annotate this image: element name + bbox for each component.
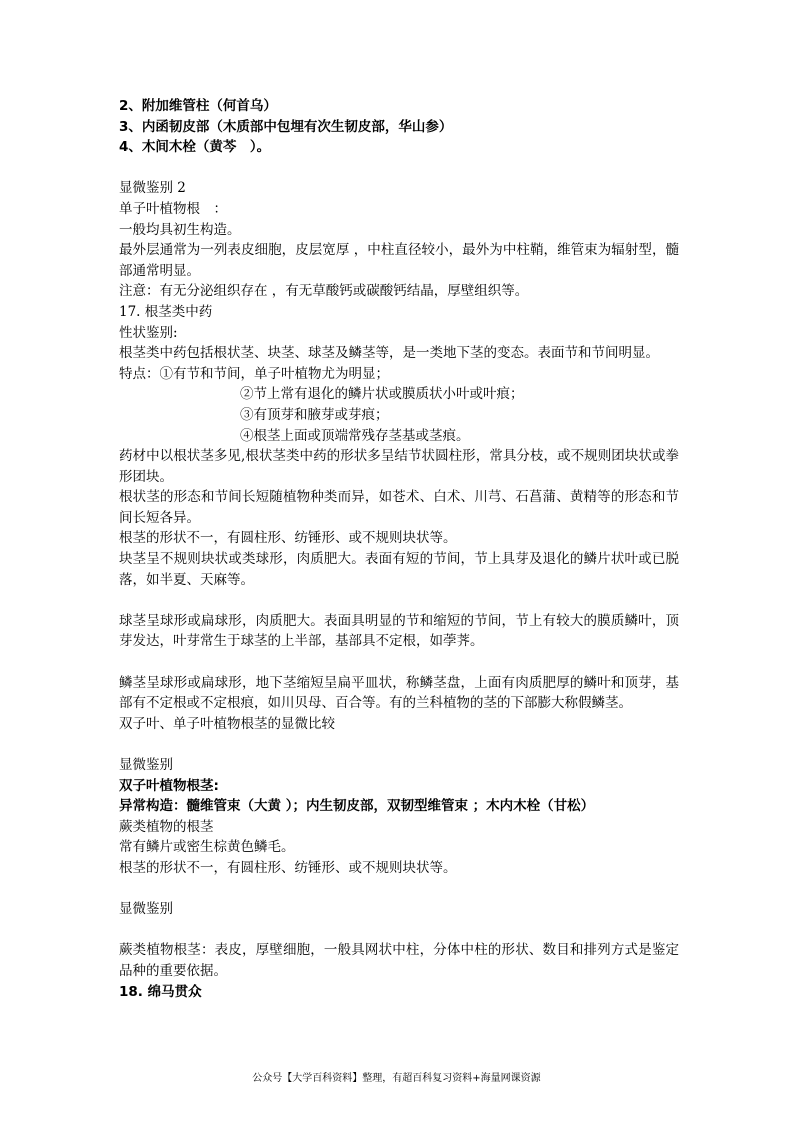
heading-line-2: 3、内函韧皮部（木质部中包埋有次生韧皮部，华山参）	[119, 118, 453, 135]
heading-line-3: 4、木间木栓（黄芩 ）。	[119, 139, 271, 156]
text-line: 根茎的形状不一，有圆柱形、纺锤形、或不规则块状等。	[119, 859, 457, 876]
spacer	[119, 879, 679, 900]
spacer	[119, 158, 679, 179]
heading-line-1: 2、附加维管柱（何首乌）	[119, 98, 277, 114]
text-line: 性状鉴别:	[119, 324, 178, 341]
text-line: 显微鉴别 2	[119, 180, 186, 197]
text-line: 常有鳞片或密生棕黄色鳞毛。	[119, 839, 295, 856]
section-heading: 18. 绵马贯众	[119, 983, 202, 1000]
page-footer: 公众号【大学百科资料】整理，有超百科复习资料+海量网课资源	[252, 1073, 541, 1084]
paragraph: 块茎呈不规则块状或类球形，肉质肥大。表面有短的节间，节上具芽及退化的鳞片状叶或已脱落，如半夏、天麻等。	[119, 551, 679, 588]
feature-list-item: ②节上常有退化的鳞片状或膜质状小叶或叶痕；	[240, 386, 524, 403]
spacer	[119, 920, 679, 941]
text-line: 一般均具初生构造。	[119, 221, 241, 238]
text-line: 注意：有无分泌组织存在 ，有无草酸钙或碳酸钙结晶，厚壁组织等。	[119, 283, 529, 300]
text-line: 显微鉴别	[119, 757, 173, 773]
text-line: 双子叶、单子叶植物根茎的显微比较	[119, 715, 335, 732]
bold-heading: 异常构造：髓维管束（大黄 ）；内生韧皮部，双韧型维管束 ；木内木栓（甘松）	[119, 798, 595, 815]
paragraph: 最外层通常为一列表皮细胞，皮层宽厚 ，中柱直径较小，最外为中柱鞘，维管束为辐射型，髓部通常明显。	[119, 242, 679, 279]
paragraph: 鳞茎呈球形或扁球形，地下茎缩短呈扁平皿状，称鳞茎盘，上面有肉质肥厚的鳞叶和顶芽，基部有不定根或不定根痕，如川贝母、百合等。有的兰科植物的茎的下部膨大称假鳞茎。	[119, 674, 679, 712]
text-line: 根茎类中药包括根状茎、块茎、球茎及鳞茎等，是一类地下茎的变态。表面节和节间明显。	[119, 345, 659, 362]
text-line: 根茎的形状不一，有圆柱形、纺锤形、或不规则块状等。	[119, 530, 457, 547]
feature-list-item: 特点：①有节和节间，单子叶植物尤为明显；	[119, 365, 389, 382]
text-line: 蕨类植物的根茎	[119, 818, 214, 835]
paragraph: 蕨类植物根茎：表皮，厚壁细胞，一般具网状中柱，分体中柱的形状、数目和排列方式是鉴定品种的重要依据。	[119, 942, 679, 979]
paragraph: 球茎呈球形或扁球形，肉质肥大。表面具明显的节和缩短的节间，节上有较大的膜质鳞叶，顶芽发达，叶芽常生于球茎的上半部，基部具不定根，如荸荠。	[119, 612, 679, 650]
document-body	[119, 96, 679, 1002]
spacer	[119, 590, 679, 611]
paragraph: 根状茎的形态和节间长短随植物种类而异，如苍术、白术、川芎、石菖蒲、黄精等的形态和节间长短各异。	[119, 489, 679, 526]
section-heading: 17. 根茎类中药	[119, 303, 213, 320]
text-line: 显微鉴别	[119, 901, 173, 918]
bold-heading: 双子叶植物根茎:	[119, 777, 219, 794]
text-line: 单子叶植物根 ：	[119, 200, 227, 217]
spacer	[119, 652, 679, 673]
feature-list-item: ④根茎上面或顶端常残存茎基或茎痕。	[240, 427, 470, 444]
paragraph: 药材中以根状茎多见,根状茎类中药的形状多呈结节状圆柱形，常具分枝，或不规则团块状或拳形团块。	[119, 448, 679, 485]
feature-list-item: ③有顶芽和腋芽或芽痕；	[240, 406, 389, 423]
spacer	[119, 734, 679, 755]
